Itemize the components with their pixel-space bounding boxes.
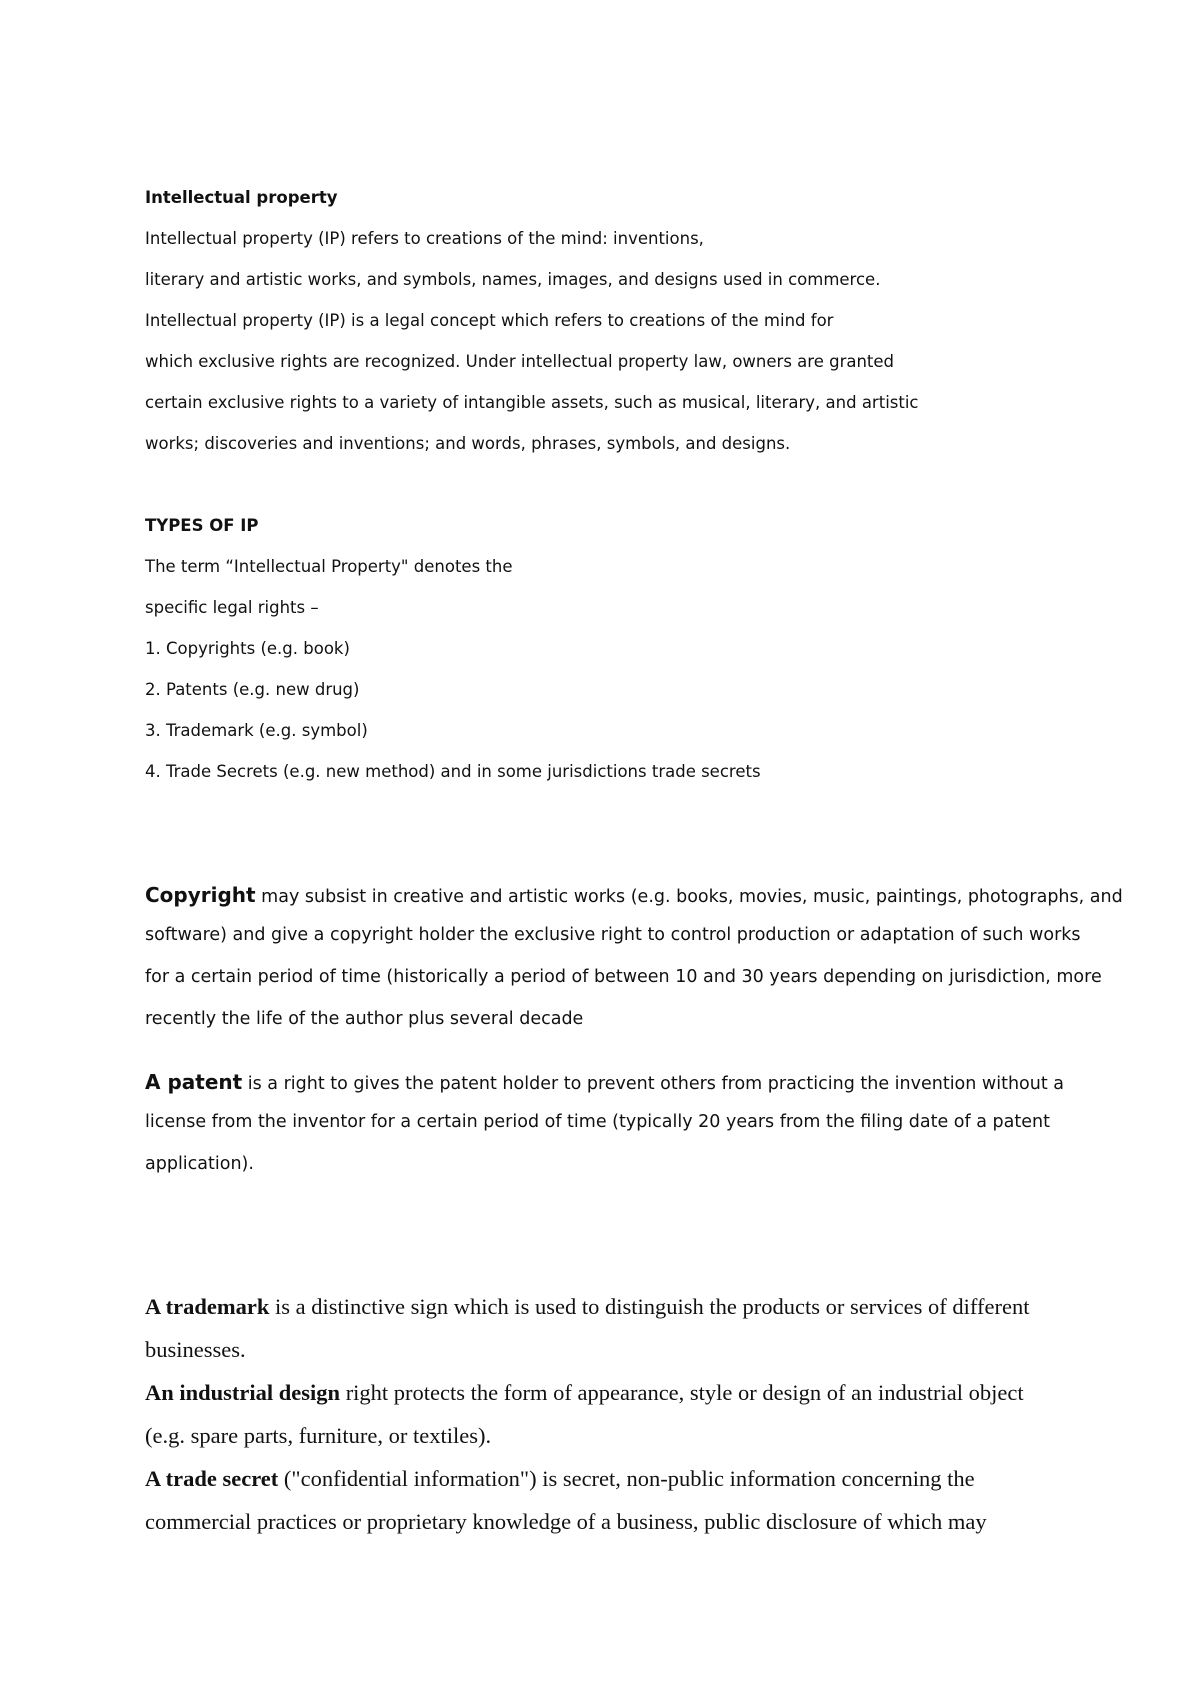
paragraph-line: for a certain period of time (historically a period of between 10 and 30 years depending on jurisdiction, more [145, 967, 1102, 987]
trademark-paragraph-line: A trademark is a distinctive sign which is used to distinguish the products or services of different [145, 1294, 1030, 1319]
trade-secret-paragraph-line: A trade secret ("confidential information") is secret, non-public information concerning the [145, 1466, 975, 1491]
heading-intellectual-property: Intellectual property [145, 188, 338, 207]
patent-paragraph-line: A patent is a right to gives the patent holder to prevent others from practicing the invention without a [145, 1070, 1064, 1094]
copyright-paragraph-line: Copyright may subsist in creative and artistic works (e.g. books, movies, music, paintings, photographs, and [145, 883, 1123, 907]
paragraph-line: recently the life of the author plus several decade [145, 1009, 584, 1029]
paragraph-line: (e.g. spare parts, furniture, or textiles). [145, 1423, 492, 1448]
paragraph-line: Intellectual property (IP) refers to creations of the mind: inventions, [145, 229, 704, 248]
paragraph-line: software) and give a copyright holder the exclusive right to control production or adaptation of such works [145, 925, 1081, 945]
copyright-term: Copyright [145, 883, 256, 907]
paragraph-line: commercial practices or proprietary knowledge of a business, public disclosure of which may [145, 1509, 987, 1534]
paragraph-line: specific legal rights – [145, 598, 319, 617]
paragraph-line: which exclusive rights are recognized. Under intellectual property law, owners are granted [145, 352, 895, 371]
trade-secret-term: A trade secret [145, 1466, 279, 1491]
paragraph-line: Intellectual property (IP) is a legal concept which refers to creations of the mind for [145, 311, 834, 330]
list-item: 2. Patents (e.g. new drug) [145, 680, 360, 699]
patent-term: A patent [145, 1070, 243, 1094]
heading-types-of-ip: TYPES OF IP [145, 516, 259, 535]
list-item: 1. Copyrights (e.g. book) [145, 639, 350, 658]
trademark-term: A trademark [145, 1294, 270, 1319]
paragraph-line: certain exclusive rights to a variety of intangible assets, such as musical, literary, and artistic [145, 393, 919, 412]
paragraph-line: The term “Intellectual Property" denotes the [145, 557, 513, 576]
industrial-design-paragraph-line: An industrial design right protects the form of appearance, style or design of an industrial object [145, 1380, 1024, 1405]
list-item: 4. Trade Secrets (e.g. new method) and in some jurisdictions trade secrets [145, 762, 761, 781]
paragraph-line: application). [145, 1154, 254, 1174]
industrial-design-term: An industrial design [145, 1380, 341, 1405]
list-item: 3. Trademark (e.g. symbol) [145, 721, 368, 740]
paragraph-line: license from the inventor for a certain period of time (typically 20 years from the filing date of a patent [145, 1112, 1050, 1132]
paragraph-line: works; discoveries and inventions; and words, phrases, symbols, and designs. [145, 434, 791, 453]
paragraph-line: literary and artistic works, and symbols, names, images, and designs used in commerce. [145, 270, 881, 289]
paragraph-line: businesses. [145, 1337, 246, 1362]
